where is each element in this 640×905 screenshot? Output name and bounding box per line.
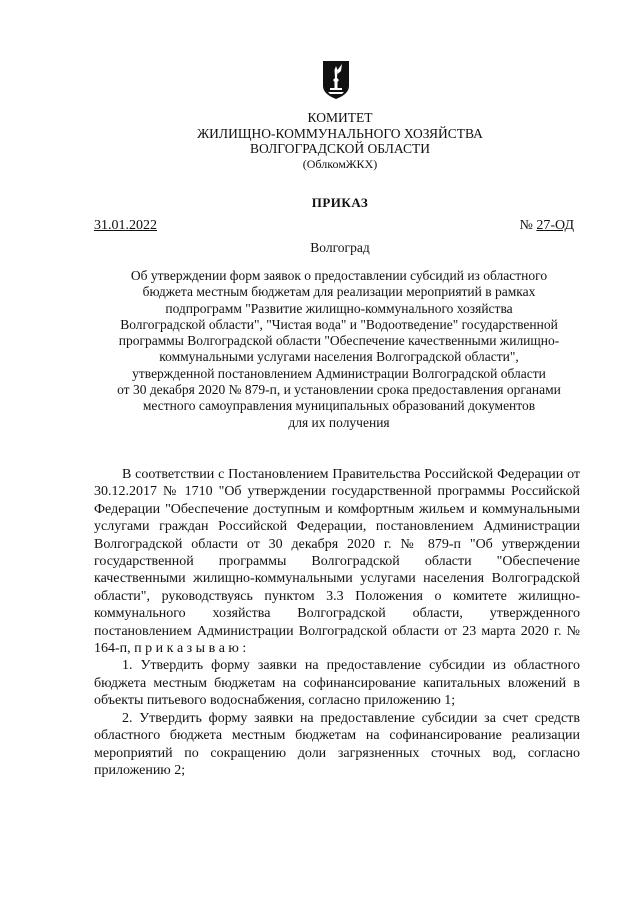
order-subject xyxy=(94,268,584,431)
volgograd-coat-of-arms-icon xyxy=(322,60,350,100)
order-number-value: 27-ОД xyxy=(536,218,574,233)
committee-header xyxy=(120,110,560,172)
order-number-prefix: № xyxy=(519,218,537,233)
order-title: ПРИКАЗ xyxy=(311,195,369,210)
order-number xyxy=(520,218,574,234)
subject-line: бюджета местным бюджетам для реализации мероприятий в рамках xyxy=(142,284,536,300)
subject-line: подпрограмм "Развитие жилищно-коммунального хозяйства xyxy=(165,300,513,316)
subject-line: утвержденной постановлением Администрации Волгоградской области xyxy=(132,365,546,381)
order-body xyxy=(94,466,580,779)
item-2-paragraph: 2. Утвердить форму заявки на предоставление субсидии за счет средств областного бюджета местным бюджетам на софинансирование реализации мероприятий по сокращению доли загрязненных сточных вод, согласно приложению 2; xyxy=(94,710,580,778)
preamble-paragraph: В соответствии с Постановлением Правительства Российской Федерации от 30.12.2017 № 1710 "Об утверждении государственной программы Российской Федерации "Обеспечение доступным и комфортным жильем и коммунальными услугами граждан Российской Федерации, постановлением Администрации Волгоградской области от 30 декабря 2020 г. № 879-п "Об утверждении государственной программы Волгоградской области "Обеспечение качественными жилищно-коммунальными услугами населения Волгоградской области", руководствуясь пунктом 3.3 Положения о комитете жилищно-коммунального хозяйства Волгоградской области, утвержденного постановлением Администрации Волгоградской области от 23 марта 2020 г. № 164-п, п р и к а з ы в а ю : xyxy=(94,467,580,657)
item-1-paragraph: 1. Утвердить форму заявки на предоставление субсидии из областного бюджета местным бюджетам на софинансирование капитальных вложений в объекты питьевого водоснабжения, согласно приложению 1; xyxy=(94,658,580,709)
header-line-2: ЖИЛИЩНО-КОММУНАЛЬНОГО ХОЗЯЙСТВА xyxy=(197,125,483,141)
subject-line: местного самоуправления муниципальных образований документов xyxy=(142,398,536,414)
header-line-3: ВОЛГОГРАДСКОЙ ОБЛАСТИ xyxy=(250,141,430,156)
header-line-1: КОМИТЕТ xyxy=(307,110,373,125)
header-abbreviation: (ОблкомЖКХ) xyxy=(302,156,378,171)
subject-line: для их получения xyxy=(288,414,390,430)
order-date: 31.01.2022 xyxy=(94,218,157,233)
order-city: Волгоград xyxy=(310,240,370,255)
subject-line: коммунальными услугами населения Волгоградской области", xyxy=(159,349,519,365)
subject-line: Волгоградской области", "Чистая вода" и "Водоотведение" государственной xyxy=(120,316,558,332)
subject-line: от 30 декабря 2020 № 879-п, и установлении срока предоставления органами xyxy=(117,382,561,398)
subject-line: программы Волгоградской области "Обеспечение качественными жилищно- xyxy=(118,333,560,349)
subject-line: Об утверждении форм заявок о предоставлении субсидий из областного xyxy=(130,268,548,283)
